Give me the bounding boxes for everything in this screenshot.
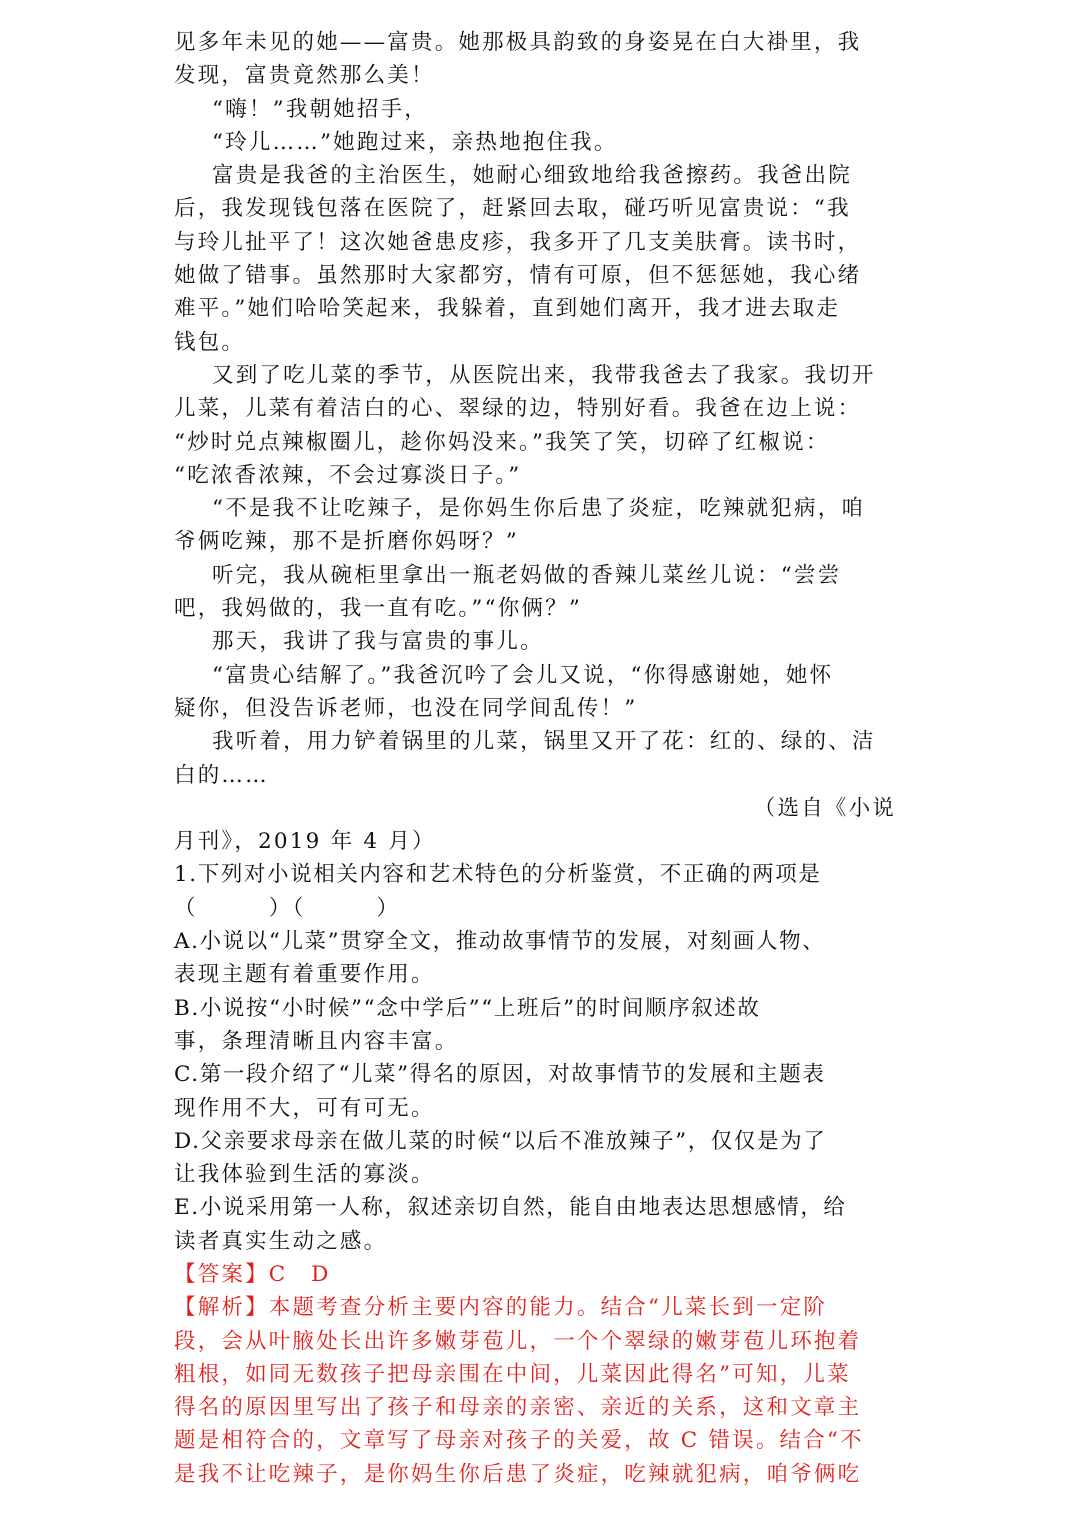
story-line: 钱包。 [174,329,246,355]
story-line: 吧，我妈做的，我一直有吃。”“你俩？” [174,596,583,622]
story-line: 难平。”她们哈哈笑起来，我躲着，直到她们离开，我才进去取走 [174,296,841,322]
option-e: E.小说采用第一人称，叙述亲切自然，能自由地表达思想感情，给 [174,1195,847,1221]
story-line: 疑你，但没告诉老师，也没在同学间乱传！” [174,695,638,721]
story-line: 儿菜，儿菜有着洁白的心、翠绿的边，特别好看。我爸在边上说： [174,396,862,422]
story-line: 她做了错事。虽然那时大家都穷，情有可原，但不惩惩她，我心绪 [174,263,862,289]
analysis-line: 粗根，如同无数孩子把母亲围在中间，儿菜因此得名”可知，儿菜 [174,1361,851,1387]
story-line: 我听着，用力铲着锅里的儿菜，锅里又开了花：红的、绿的、洁 [212,729,876,755]
option-b: B.小说按“小时候”“念中学后”“上班后”的时间顺序叙述故 [174,995,761,1021]
source-citation: （选自《小说 [753,795,896,821]
option-e: 读者真实生动之感。 [174,1228,388,1254]
analysis-line: 得名的原因里写出了孩子和母亲的亲密、亲近的关系，这和文章主 [174,1395,862,1421]
story-line: 后，我发现钱包落在医院了，赶紧回去取，碰巧听见富贵说：“我 [174,196,851,222]
question-stem: 1.下列对小说相关内容和艺术特色的分析鉴赏，不正确的两项是 [174,862,822,888]
option-a: 表现主题有着重要作用。 [174,962,435,988]
answer-line: 【答案】C D [174,1261,331,1287]
analysis-line: 题是相符合的，文章写了母亲对孩子的关爱，故 C 错误。结合“不 [174,1428,864,1454]
story-line: “富贵心结解了。”我爸沉吟了会儿又说，“你得感谢她，她怀 [212,662,834,688]
story-line: 又到了吃儿菜的季节，从医院出来，我带我爸去了我家。我切开 [212,362,876,388]
story-line: “吃浓香浓辣，不会过寡淡日子。” [174,462,522,488]
story-line: 发现，富贵竟然那么美！ [174,63,435,89]
story-text [174,26,896,858]
story-line: “炒时兑点辣椒圈儿，趁你妈没来。”我笑了笑，切碎了红椒说： [174,429,830,455]
option-a: A.小说以“儿菜”贯穿全文，推动故事情节的发展，对刻画人物、 [174,929,826,955]
option-d: D.父亲要求母亲在做儿菜的时候“以后不准放辣子”，仅仅是为了 [174,1128,827,1154]
story-line: 见多年未见的她——富贵。她那极具韵致的身姿晃在白大褂里，我 [174,30,862,55]
story-line: 富贵是我爸的主治医生，她耐心细致地给我爸擦药。我爸出院 [212,163,852,189]
analysis-line: 是我不让吃辣子，是你妈生你后患了炎症，吃辣就犯病，咱爷俩吃 [174,1461,862,1487]
story-line: “不是我不让吃辣子，是你妈生你后患了炎症，吃辣就犯病，咱 [212,496,866,522]
option-d: 让我体验到生活的寡淡。 [174,1162,435,1188]
story-line: 与玲儿扯平了！这次她爸患皮疹，我多开了几支美肤膏。读书时， [174,229,862,255]
analysis-line: 段，会从叶腋处长出许多嫩芽苞儿，一个个翠绿的嫩芽苞儿环抱着 [174,1328,862,1354]
story-line: 白的…… [174,762,269,788]
story-line: 听完，我从碗柜里拿出一瓶老妈做的香辣儿菜丝儿说：“尝尝 [212,562,842,588]
story-line: 那天，我讲了我与富贵的事儿。 [212,629,544,655]
source-citation: 月刊》，2019 年 4 月） [174,829,436,855]
story-line: “嗨！”我朝她招手， [212,96,428,122]
document-page [174,26,896,1491]
question-block [174,858,896,1258]
analysis-line: 【解析】本题考查分析主要内容的能力。结合“儿菜长到一定阶 [174,1295,828,1321]
answer-blanks: （ ）（ ） [174,895,401,921]
option-b: 事，条理清晰且内容丰富。 [174,1028,459,1054]
story-line: 爷俩吃辣，那不是折磨你妈呀？” [174,529,519,555]
option-c: 现作用不大，可有可无。 [174,1095,435,1121]
story-line: “玲儿……”她跑过来，亲热地抱住我。 [212,129,618,155]
option-c: C.第一段介绍了“儿菜”得名的原因，对故事情节的发展和主题表 [174,1062,826,1088]
analysis-block [174,1291,896,1491]
